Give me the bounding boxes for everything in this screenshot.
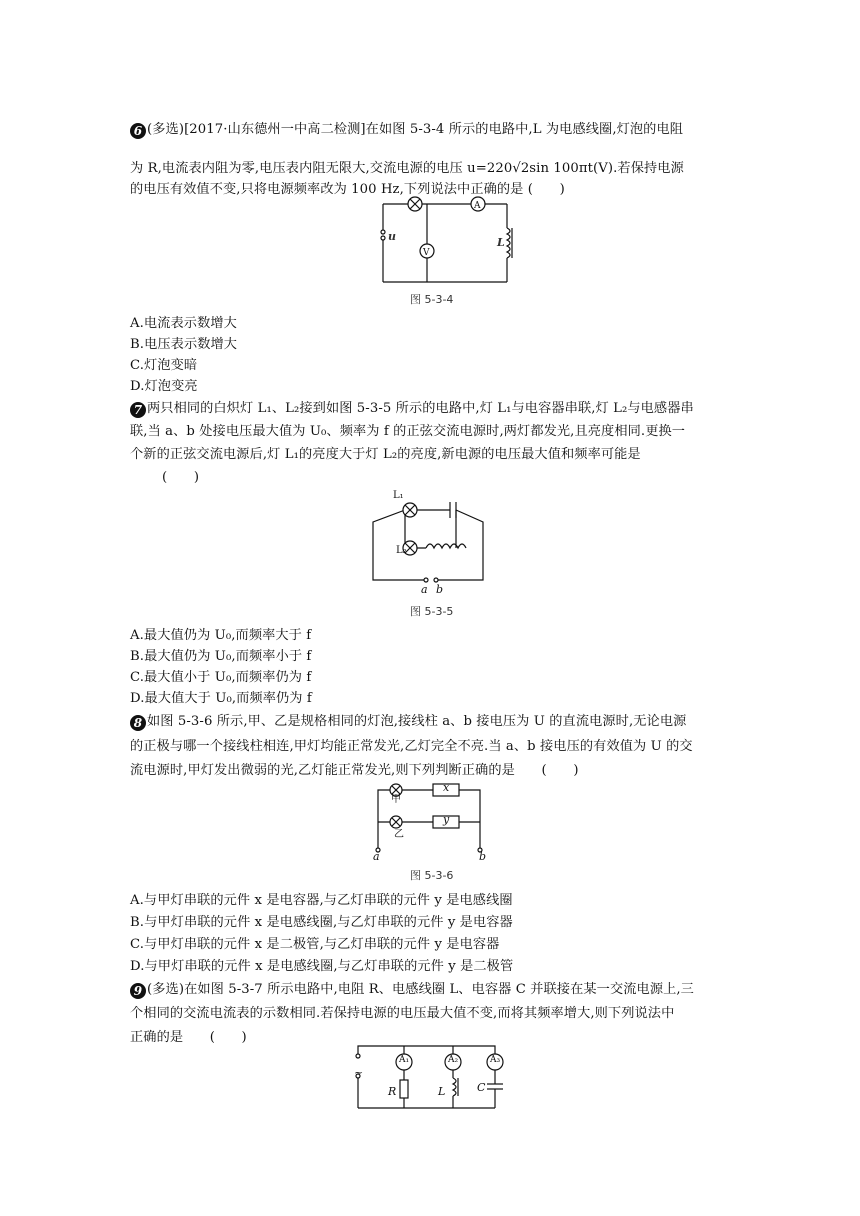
- q9-fig-label-A2: A₂: [448, 1055, 459, 1065]
- q7-fig-label-a: a: [421, 583, 428, 596]
- q7-fig-label-L1: L₁: [393, 490, 404, 501]
- q7-fig-caption: 图 5-3-5: [410, 605, 454, 618]
- q9-line3: 正确的是 ( ): [130, 1030, 247, 1045]
- q8-option-a: A.与甲灯串联的元件 x 是电容器,与乙灯串联的元件 y 是电感线圈: [130, 893, 513, 908]
- figure-5-3-5: [368, 490, 493, 590]
- q6-option-d: D.灯泡变亮: [130, 379, 198, 394]
- q8-option-c: C.与甲灯串联的元件 x 是二极管,与乙灯串联的元件 y 是电容器: [130, 937, 500, 952]
- svg-text:A: A: [474, 201, 481, 211]
- q8-number-badge: 8: [130, 715, 146, 731]
- q8-fig-label-x: x: [443, 781, 450, 794]
- q7-line3: 个新的正弦交流电源后,灯 L₁的亮度大于灯 L₂的亮度,新电源的电压最大值和频率可能是: [130, 447, 641, 462]
- q9-fig-label-A3: A₃: [490, 1055, 501, 1065]
- q7-number-badge: 7: [130, 402, 146, 418]
- q7-fig-label-L2: L₂: [396, 545, 407, 556]
- q9-line2: 个相同的交流电流表的示数相同.若保持电源的电压最大值不变,而将其频率增大,则下列说法中: [130, 1006, 675, 1021]
- q8-line1: 8 如图 5-3-6 所示,甲、乙是规格相同的灯泡,接线柱 a、b 接电压为 U 的直流电源时,无论电源: [130, 710, 686, 731]
- q8-fig-label-a: a: [373, 850, 380, 863]
- q8-line2: 的正极与哪一个接线柱相连,甲灯均能正常发光,乙灯完全不亮.当 a、b 接电压的有效值为 U 的交: [130, 739, 693, 754]
- q8-fig-label-jia: 甲: [391, 794, 401, 805]
- q6-fig-label-u: u: [388, 230, 396, 243]
- q7-line1: 7 两只相同的白炽灯 L₁、L₂接到如图 5-3-5 所示的电路中,灯 L₁与电容器串联,灯 L₂与电感器串: [130, 397, 694, 418]
- figure-5-3-6: [366, 780, 491, 855]
- q7-option-b: B.最大值仍为 U₀,而频率小于 f: [130, 649, 312, 664]
- q7-option-c: C.最大值小于 U₀,而频率仍为 f: [130, 670, 312, 685]
- figure-5-3-7: [350, 1042, 515, 1112]
- q9-fig-label-A1: A₁: [399, 1055, 410, 1065]
- q6-option-b: B.电压表示数增大: [130, 337, 238, 352]
- q9-fig-label-R: R: [388, 1085, 397, 1098]
- q8-fig-caption: 图 5-3-6: [410, 869, 454, 882]
- q6-option-a: A.电流表示数增大: [130, 316, 237, 331]
- q7-fig-label-b: b: [436, 583, 444, 596]
- q6-line1: 6 (多选)[2017·山东德州一中高二检测]在如图 5-3-4 所示的电路中,L 为电感线圈,灯泡的电阻: [130, 118, 683, 139]
- q7-option-a: A.最大值仍为 U₀,而频率大于 f: [130, 628, 312, 643]
- svg-text:V: V: [423, 248, 430, 258]
- q9-fig-label-C: C: [477, 1081, 486, 1094]
- q8-option-d: D.与甲灯串联的元件 x 是电感线圈,与乙灯串联的元件 y 是二极管: [130, 959, 514, 974]
- q9-line1: 9 (多选)在如图 5-3-7 所示电路中,电阻 R、电感线圈 L、电容器 C 并联接在某一交流电源上,三: [130, 978, 694, 999]
- q7-line4: ( ): [162, 470, 200, 485]
- q6-line2: 为 R,电流表内阻为零,电压表内阻无限大,交流电源的电压 u=220√2sin 100πt(V).若保持电源: [130, 161, 684, 176]
- q9-number-badge: 9: [130, 983, 146, 999]
- q8-fig-label-yi: 乙: [394, 829, 404, 840]
- q6-number-badge: 6: [130, 123, 146, 139]
- q8-fig-label-y: y: [443, 813, 450, 826]
- q7-line2: 联,当 a、b 处接电压最大值为 U₀、频率为 f 的正弦交流电源时,两灯都发光,且亮度相同.更换一: [130, 424, 686, 439]
- q6-option-c: C.灯泡变暗: [130, 358, 198, 373]
- q8-line3: 流电源时,甲灯发出微弱的光,乙灯能正常发光,则下列判断正确的是 ( ): [130, 763, 579, 778]
- q6-line3: 的电压有效值不变,只将电源频率改为 100 Hz,下列说法中正确的是 ( ): [130, 182, 565, 197]
- q6-fig-caption: 图 5-3-4: [410, 293, 454, 306]
- q8-option-b: B.与甲灯串联的元件 x 是电感线圈,与乙灯串联的元件 y 是电容器: [130, 915, 513, 930]
- q8-fig-label-b: b: [479, 850, 487, 863]
- figure-5-3-4: [375, 196, 515, 288]
- q7-option-d: D.最大值大于 U₀,而频率仍为 f: [130, 691, 312, 706]
- q6-fig-label-L: L: [497, 236, 505, 249]
- q9-fig-label-L: L: [438, 1085, 446, 1098]
- q9-fig-label-source: ~: [354, 1066, 364, 1079]
